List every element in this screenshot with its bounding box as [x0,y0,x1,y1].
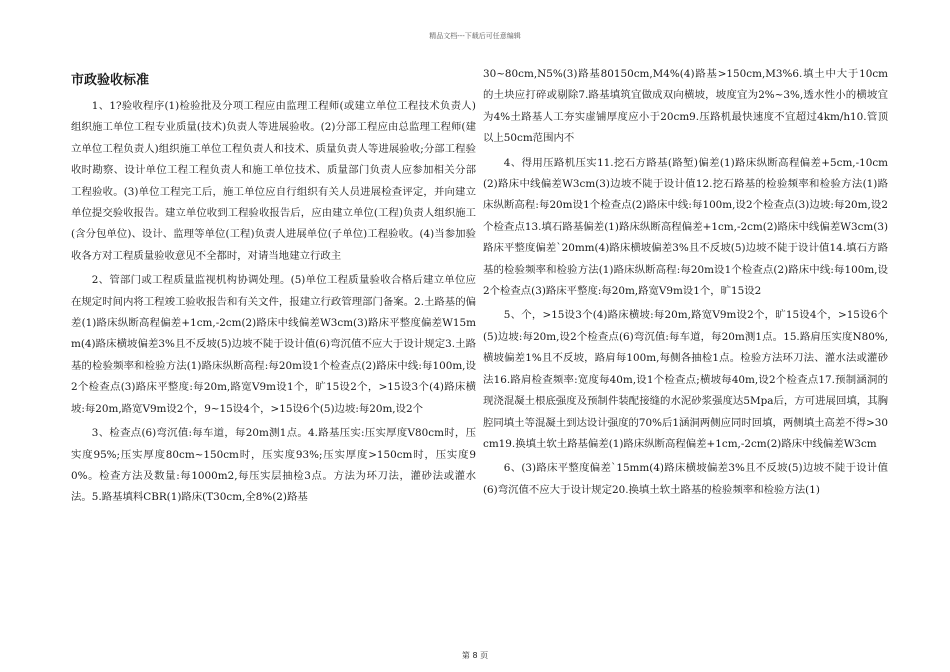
paragraph: 3、检查点(6)弯沉值:每车道，每20m测1点。4.路基压实:压实厚度V80cm时，压实度95%;压实厚度80cm~150cm时，压实度93%;压实厚度>150cm时，压实度90%。检查方法及数量:每1000m2,每压实层抽检3点。方法为环刀法，灌砂法或灌水法。5.路基填料CBR(1)路床(T30cm,全8%(2)路基 [71,427,476,504]
paragraph: 4、得用压路机压实11.挖石方路基(路堑)偏差(1)路床纵断高程偏差+5cm,-10cm(2)路床中线偏差W3cm(3)边坡不陡于设计值12.挖石路基的检验频率和检验方法(1)路床纵断高程:每20m设1个检查点(2)路床中线:每100m,设2个检查点(3)边坡:每20m,设2个检查点13.填石路基偏差(1)路床纵断高程偏差+1cm,-2cm(2)路床中线偏差W3cm(3)路床平整度偏差`20mm(4)路床横坡偏差3%且不反坡(5)边坡不陡于设计值14.填石方路基的检验频率和检验方法(1)路床纵断高程:每20m设1个检查点(2)路床中线:每100m,设2个检查点(3)路床平整度:每20m,路宽V9m设1个，旷15设2 [483,156,888,298]
paragraph: 5、个，>15设3个(4)路床横坡:每20m,路宽V9m设2个，旷15设4个，>15设6个(5)边坡:每20m,设2个检查点(6)弯沉值:每车道，每20m测1点。15.路肩压实度N80%,横坡偏差1%且不反坡，路肩每100m,每侧各抽检1点。检验方法环刀法、灌水法或灌砂法16.路肩检查频率:宽度每40m,设1个检查点;横坡每40m,设2个检查点17.预制涵洞的现浇混凝土根底强度及预制件装配接缝的水泥砂浆强度达5Mpa后，方可进展回填，其胸腔同填土等混凝土到达设计强度的70%后1涵洞两侧应同时回填，两侧填土高差不得>30cm19.换填土软土路基偏差(1)路床纵断高程偏差+1cm,-2cm(2)路床中线偏差W3cm [483,309,888,450]
paragraph: 2、管部门或工程质量监视机构协调处理。(5)单位工程质量验收合格后建立单位应在规定时间内将工程竣工验收报告和有关文件，报建立行政管理部门备案。2.土路基的偏差(1)路床纵断高程偏差+1cm,-2cm(2)路床中线偏差W3cm(3)路床平整度偏差W15mm(4)路床横坡偏差3%且不反坡(5)边坡不陡于设计值(6)弯沉值不应大于设计规定3.土路基的检验频率和检验方法(1)路床纵断高程:每20m设1个检查点(2)路床中线:每100m,设2个检查点(3)路床平整度:每20m,路宽V9m设1个，旷15设2个，>15设3个(4)路床横坡:每20m,路宽V9m设2个，9~15设4个，>15设6个(5)边坡:每20m,设2个 [71,274,476,415]
right-column [483,64,888,504]
paragraph: 1、1?验收程序(1)检验批及分项工程应由监理工程师(或建立单位工程技术负责人)组织施工单位工程专业质量(技术)负责人等进展验收。(2)分部工程应由总监理工程师(建立单位工程负责人)组织施工单位工程负责人和技术、质量负责人等进展验收;分部工程验收时勘察、设计单位工程工程负责人和施工单位技术、质量部门负责人应参加相关分部工程验收。(3)单位工程完工后，施工单位应自行组织有关人员进展检查评定，并向建立单位提交验收报告。建立单位收到工程验收报告后，应由建立单位(工程)负责人组织施工(含分包单位)、设计、监理等单位(工程)负责人进展单位(子单位)工程验收。(4)当参加验收各方对工程质量验收意见不全都时，对请当地建立行政主 [71,100,476,262]
left-column [71,64,476,512]
paragraph: 6、(3)路床平整度偏差`15mm(4)路床横坡偏差3%且不反坡(5)边坡不陡于设计值(6)弯沉值不应大于设计规定20.换填土软土路基的检验频率和检验方法(1) [483,462,888,496]
page-number: 第 8 页 [461,651,489,660]
document-title: 市政验收标准 [71,73,150,88]
header-note: 精品文档---下载后可任意编辑 [429,32,521,40]
paragraph: 30~80cm,N5%(3)路基80150cm,M4%(4)路基>150cm,M3%6.填土中大于10cm的土块应打碎或剔除7.路基填筑宜做成双向横坡，坡度宜为2%~3%,透水性小的横坡宜为4%土路基人工夯实虚铺厚度应小于20cm9.压路机最快速度不宜超过4km/h10.管顶以上50cm范围内不 [483,68,888,145]
